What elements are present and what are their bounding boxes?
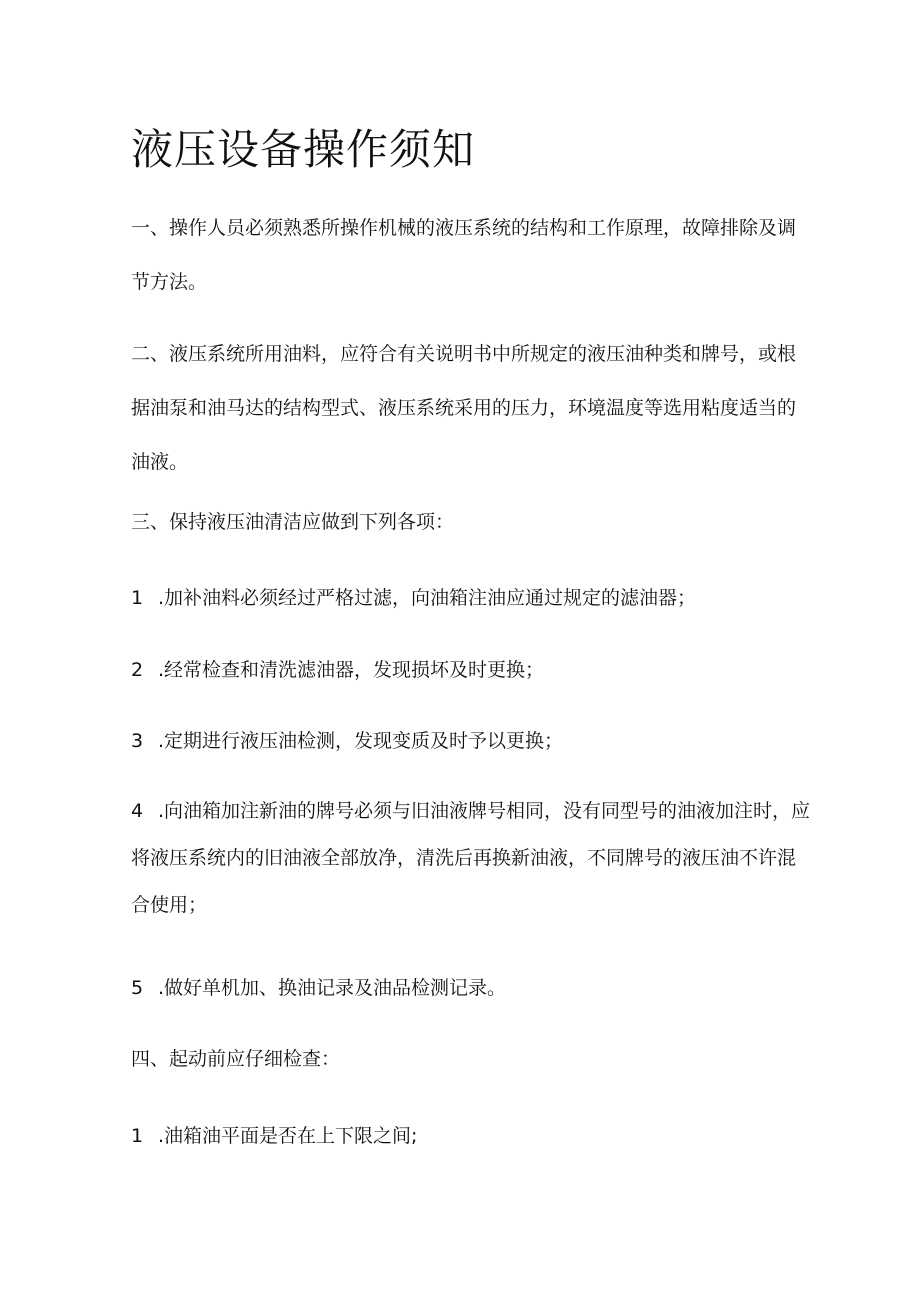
list-number: 4	[131, 800, 144, 822]
list-number: 5	[131, 977, 144, 999]
list-text: .做好单机加、换油记录及油品检测记录。	[158, 977, 507, 999]
list-text: .定期进行液压油检测，发现变质及时予以更换；	[158, 730, 564, 752]
list-number: 1	[131, 1125, 144, 1147]
list-number: 3	[131, 730, 144, 752]
list-number: 2	[131, 659, 144, 681]
paragraph-section-2: 二、液压系统所用油料，应符合有关说明书中所规定的液压油种类和牌号，或根据油泵和油马达的结构型式、液压系统采用的压力，环境温度等选用粘度适当的油液。	[131, 343, 797, 473]
paragraph-section-1: 一、操作人员必须熟悉所操作机械的液压系统的结构和工作原理，故障排除及调节方法。	[131, 217, 797, 293]
list-item-4-1	[131, 1109, 811, 1163]
paragraph-section-3: 三、保持液压油清洁应做到下列各项：	[131, 511, 455, 533]
list-text: .加补油料必须经过严格过滤，向油箱注油应通过规定的滤油器；	[158, 587, 697, 609]
document-title: 液压设备操作须知	[131, 125, 476, 174]
list-item-3-4	[131, 788, 811, 929]
list-text: .经常检查和清洗滤油器，发现损坏及时更换；	[158, 659, 545, 681]
paragraph-section-4: 四、起动前应仔细检查：	[131, 1048, 341, 1070]
list-text: .向油箱加注新油的牌号必须与旧油液牌号相同，没有同型号的油液加注时，应将液压系统内的旧油液全部放净，清洗后再换新油液，不同牌号的液压油不许混合使用；	[131, 800, 811, 916]
list-text: .油箱油平面是否在上下限之间;	[158, 1125, 418, 1147]
list-item-3-2	[131, 643, 811, 697]
list-item-3-3	[131, 714, 811, 768]
list-item-3-5	[131, 961, 811, 1015]
list-number: 1	[131, 587, 144, 609]
list-item-3-1	[131, 571, 811, 625]
